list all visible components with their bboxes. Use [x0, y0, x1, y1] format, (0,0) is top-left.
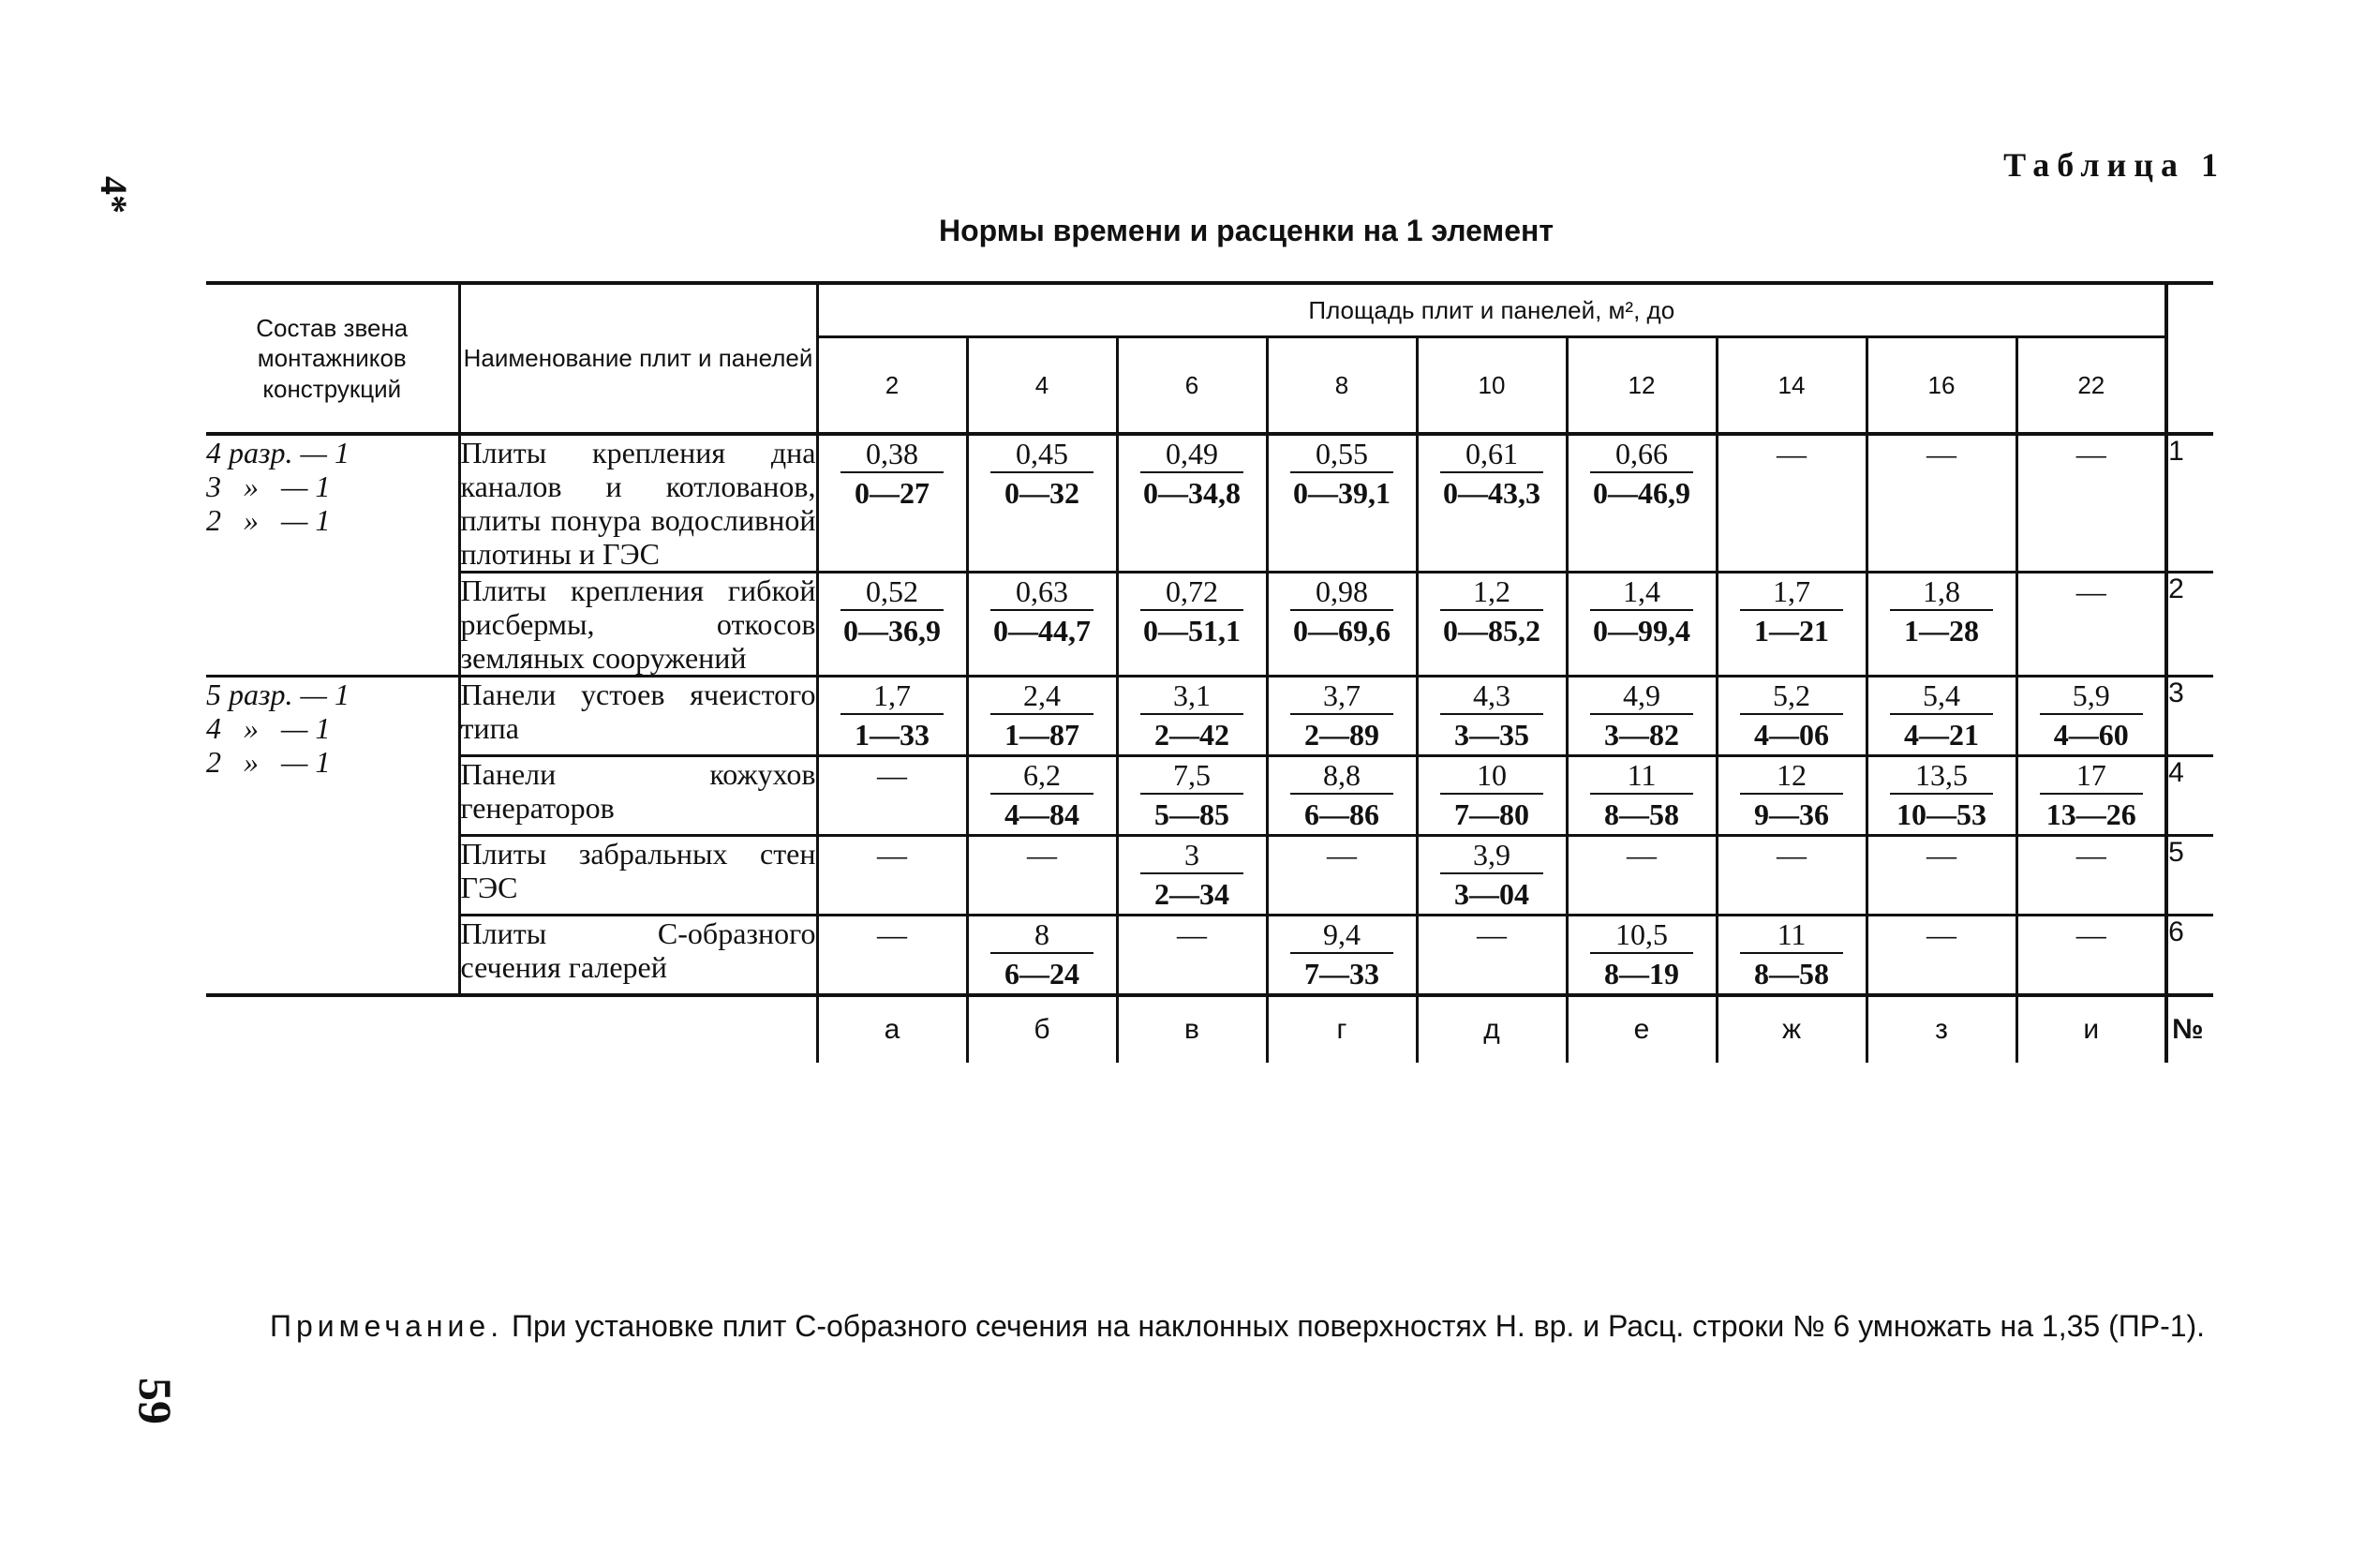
time-norm: 7,5 — [1140, 757, 1243, 795]
dash-mark: — — [1027, 838, 1057, 871]
crew-composition — [206, 677, 459, 996]
value-cell — [1867, 836, 2016, 916]
value-cell — [1567, 434, 1717, 573]
time-norm: 5,2 — [1740, 678, 1843, 715]
header-area: Площадь плит и панелей, м², до — [817, 283, 2166, 337]
rate-price: 4—84 — [1004, 797, 1079, 831]
element-name: Панели кожухов генераторов — [459, 756, 817, 836]
value-cell — [1717, 836, 1867, 916]
element-name: Плиты забральных стен ГЭС — [459, 836, 817, 916]
value-cell — [1267, 434, 1417, 573]
time-norm: 1,7 — [1740, 573, 1843, 611]
dash-mark: — — [2075, 917, 2106, 951]
rate-price: 8—19 — [1604, 957, 1679, 990]
dash-mark: — — [1627, 838, 1657, 871]
norm-fraction — [1890, 757, 1993, 834]
norm-fraction — [1740, 678, 1843, 754]
crew-line: 4 разр. — 1 — [206, 436, 350, 469]
value-cell — [1117, 916, 1267, 996]
time-norm: 4,9 — [1590, 678, 1693, 715]
norm-fraction — [1140, 837, 1243, 914]
norm-fraction — [840, 573, 944, 650]
rate-price: 8—58 — [1604, 797, 1679, 831]
value-cell — [1717, 677, 1867, 756]
time-norm: 4,3 — [1440, 678, 1543, 715]
area-column-header: 22 — [2016, 337, 2166, 435]
value-cell — [817, 573, 967, 677]
value-cell — [1267, 573, 1417, 677]
value-cell — [1867, 756, 2016, 836]
table-note — [206, 1307, 2225, 1345]
value-cell — [2016, 573, 2166, 677]
norm-fraction — [1590, 757, 1693, 834]
time-norm: 8 — [990, 916, 1093, 954]
time-norm: 1,8 — [1890, 573, 1993, 611]
rate-price: 1—28 — [1904, 614, 1979, 648]
crew-line: 2 » — 1 — [206, 503, 331, 537]
value-cell — [1117, 677, 1267, 756]
time-norm: 3,7 — [1290, 678, 1393, 715]
time-norm: 17 — [2040, 757, 2143, 795]
norms-table — [206, 281, 2213, 1063]
rate-price: 10—53 — [1897, 797, 1986, 831]
value-cell — [2016, 677, 2166, 756]
time-norm: 3,9 — [1440, 837, 1543, 874]
value-cell — [1567, 916, 1717, 996]
norm-fraction — [1590, 678, 1693, 754]
column-letter: з — [1867, 995, 2016, 1063]
value-cell — [2016, 836, 2166, 916]
value-cell — [967, 836, 1117, 916]
norm-fraction — [1890, 573, 1993, 650]
crew-composition — [206, 434, 459, 677]
value-cell — [1117, 756, 1267, 836]
norm-fraction — [1590, 436, 1693, 513]
crew-line: 4 » — 1 — [206, 711, 331, 745]
time-norm: 0,63 — [990, 573, 1093, 611]
value-cell — [967, 677, 1117, 756]
value-cell — [1417, 677, 1567, 756]
rate-price: 0—32 — [1004, 476, 1079, 510]
rate-price: 3—04 — [1454, 877, 1529, 911]
crew-line: 2 » — 1 — [206, 745, 331, 779]
element-name: Панели устоев ячеистого типа — [459, 677, 817, 756]
time-norm: 11 — [1740, 916, 1843, 954]
note-text: При установке плит С-образного сечения на наклонных поверхностях Н. вр. и Расц. строки № 6 умножать на 1,35 (ПР-1). — [512, 1309, 2206, 1343]
time-norm: 9,4 — [1290, 916, 1393, 954]
rate-price: 0—44,7 — [993, 614, 1091, 648]
area-column-header: 12 — [1567, 337, 1717, 435]
column-letter: в — [1117, 995, 1267, 1063]
dash-mark: — — [2075, 437, 2106, 470]
norm-fraction — [1440, 757, 1543, 834]
page-side-marker: 4* — [93, 176, 135, 214]
norm-fraction — [990, 573, 1093, 650]
time-norm: 1,4 — [1590, 573, 1693, 611]
rate-price: 2—89 — [1304, 718, 1379, 752]
value-cell — [967, 573, 1117, 677]
dash-mark: — — [1777, 437, 1807, 470]
time-norm: 6,2 — [990, 757, 1093, 795]
table-title-wrap — [0, 214, 2380, 248]
dash-mark: — — [1477, 917, 1507, 951]
norm-fraction — [1290, 916, 1393, 993]
rate-price: 1—33 — [855, 718, 930, 752]
norm-fraction — [1590, 916, 1693, 993]
value-cell — [1267, 916, 1417, 996]
dash-mark: — — [1327, 838, 1357, 871]
area-column-header: 6 — [1117, 337, 1267, 435]
value-cell — [1567, 677, 1717, 756]
dash-mark: — — [1777, 838, 1807, 871]
rate-price: 0—39,1 — [1293, 476, 1391, 510]
value-cell — [967, 756, 1117, 836]
time-norm: 0,52 — [840, 573, 944, 611]
element-name: Плиты С-образного сечения галерей — [459, 916, 817, 996]
value-cell — [817, 916, 967, 996]
norm-fraction — [1440, 837, 1543, 914]
value-cell — [1417, 573, 1567, 677]
rate-price: 0—36,9 — [843, 614, 941, 648]
norm-fraction — [1140, 757, 1243, 834]
crew-line: 3 » — 1 — [206, 469, 331, 503]
element-name: Плиты крепления дна каналов и котлованов, плиты понура водосливной плотины и ГЭС — [460, 436, 816, 571]
rate-price: 0—46,9 — [1593, 476, 1690, 510]
norm-fraction — [1440, 436, 1543, 513]
norm-fraction — [1290, 573, 1393, 650]
table-row — [206, 677, 2213, 756]
norm-fraction — [990, 436, 1093, 513]
time-norm: 8,8 — [1290, 757, 1393, 795]
rate-price: 0—85,2 — [1443, 614, 1540, 648]
norm-fraction — [1440, 678, 1543, 754]
column-letter: и — [2016, 995, 2166, 1063]
dash-mark: — — [2075, 574, 2106, 608]
time-norm: 0,66 — [1590, 436, 1693, 473]
time-norm: 0,38 — [840, 436, 944, 473]
header-rowno — [2166, 283, 2213, 434]
area-column-header: 10 — [1417, 337, 1567, 435]
norm-fraction — [1740, 573, 1843, 650]
value-cell — [967, 434, 1117, 573]
rate-price: 6—86 — [1304, 797, 1379, 831]
time-norm: 5,4 — [1890, 678, 1993, 715]
time-norm: 10 — [1440, 757, 1543, 795]
dash-mark: — — [1926, 917, 1956, 951]
value-cell — [1867, 677, 2016, 756]
crew-line: 5 разр. — 1 — [206, 678, 350, 711]
value-cell — [817, 434, 967, 573]
time-norm: 3 — [1140, 837, 1243, 874]
dash-mark: — — [877, 758, 907, 792]
rate-price: 7—33 — [1304, 957, 1379, 990]
dash-mark: — — [2075, 838, 2106, 871]
value-cell — [1567, 836, 1717, 916]
rate-price: 0—69,6 — [1293, 614, 1391, 648]
rate-price: 7—80 — [1454, 797, 1529, 831]
time-norm: 11 — [1590, 757, 1693, 795]
table-caption: Таблица 1 — [2003, 146, 2225, 184]
row-number: 5 — [2166, 836, 2213, 916]
value-cell — [1717, 756, 1867, 836]
value-cell — [1867, 434, 2016, 573]
value-cell — [1117, 573, 1267, 677]
norm-fraction — [990, 916, 1093, 993]
value-cell — [1567, 573, 1717, 677]
row-number: 1 — [2166, 434, 2213, 573]
value-cell — [1267, 677, 1417, 756]
norm-fraction — [1740, 757, 1843, 834]
rate-price: 0—34,8 — [1143, 476, 1241, 510]
rate-price: 3—82 — [1604, 718, 1679, 752]
column-letter: а — [817, 995, 967, 1063]
time-norm: 1,2 — [1440, 573, 1543, 611]
area-column-header: 16 — [1867, 337, 2016, 435]
dash-mark: — — [877, 917, 907, 951]
page-number: 59 — [129, 1378, 182, 1424]
norm-fraction — [1140, 573, 1243, 650]
value-cell — [1567, 756, 1717, 836]
rate-price: 9—36 — [1754, 797, 1829, 831]
value-cell — [1867, 916, 2016, 996]
norm-fraction — [2040, 757, 2143, 834]
value-cell — [1417, 836, 1567, 916]
column-letter: ж — [1717, 995, 1867, 1063]
rate-price: 2—34 — [1154, 877, 1229, 911]
value-cell — [1717, 916, 1867, 996]
time-norm: 12 — [1740, 757, 1843, 795]
column-letter: б — [967, 995, 1117, 1063]
column-number-sign: № — [2166, 995, 2213, 1063]
value-cell — [817, 756, 967, 836]
row-number: 3 — [2166, 677, 2213, 756]
area-column-header: 2 — [817, 337, 967, 435]
time-norm: 0,45 — [990, 436, 1093, 473]
dash-mark: — — [1926, 838, 1956, 871]
time-norm: 3,1 — [1140, 678, 1243, 715]
norm-fraction — [1140, 678, 1243, 754]
time-norm: 0,98 — [1290, 573, 1393, 611]
dash-mark: — — [1177, 917, 1207, 951]
norm-fraction — [840, 436, 944, 513]
table-row — [206, 916, 2213, 996]
norm-fraction — [1440, 573, 1543, 650]
rate-price: 4—60 — [2053, 718, 2129, 752]
rate-price: 0—51,1 — [1143, 614, 1241, 648]
table-row — [206, 756, 2213, 836]
rate-price: 4—21 — [1904, 718, 1979, 752]
norm-fraction — [1740, 916, 1843, 993]
column-letter: е — [1567, 995, 1717, 1063]
rate-price: 1—87 — [1004, 718, 1079, 752]
time-norm: 0,49 — [1140, 436, 1243, 473]
rate-price: 4—06 — [1754, 718, 1829, 752]
area-column-header: 8 — [1267, 337, 1417, 435]
time-norm: 0,61 — [1440, 436, 1543, 473]
area-column-header: 4 — [967, 337, 1117, 435]
value-cell — [1417, 916, 1567, 996]
rate-price: 6—24 — [1004, 957, 1079, 990]
header-name: Наименование плит и панелей — [459, 283, 817, 434]
value-cell — [1417, 434, 1567, 573]
rate-price: 2—42 — [1154, 718, 1229, 752]
column-letter: д — [1417, 995, 1567, 1063]
value-cell — [2016, 434, 2166, 573]
dash-mark: — — [877, 838, 907, 871]
value-cell — [1267, 756, 1417, 836]
row-number: 2 — [2166, 573, 2213, 677]
table-row — [206, 573, 2213, 677]
norm-fraction — [1290, 678, 1393, 754]
value-cell — [1117, 836, 1267, 916]
norm-fraction — [1290, 757, 1393, 834]
column-letter: г — [1267, 995, 1417, 1063]
time-norm: 13,5 — [1890, 757, 1993, 795]
rate-price: 0—43,3 — [1443, 476, 1540, 510]
header-crew: Состав звена монтажников конструкций — [206, 283, 459, 434]
value-cell — [1867, 573, 2016, 677]
time-norm: 2,4 — [990, 678, 1093, 715]
value-cell — [1267, 836, 1417, 916]
table-row — [206, 836, 2213, 916]
rate-price: 5—85 — [1154, 797, 1229, 831]
row-number: 6 — [2166, 916, 2213, 996]
element-name: Плиты крепления гибкой рисбермы, откосов земляных сооружений — [460, 573, 816, 675]
time-norm: 1,7 — [840, 678, 944, 715]
time-norm: 0,72 — [1140, 573, 1243, 611]
norm-fraction — [990, 757, 1093, 834]
norm-fraction — [1590, 573, 1693, 650]
rate-price: 0—27 — [855, 476, 930, 510]
norm-fraction — [1890, 678, 1993, 754]
norm-fraction — [840, 678, 944, 754]
norm-fraction — [1290, 436, 1393, 513]
table-title: Нормы времени и расценки на 1 элемент — [938, 214, 1554, 247]
value-cell — [1117, 434, 1267, 573]
value-cell — [1717, 573, 1867, 677]
rate-price: 3—35 — [1454, 718, 1529, 752]
rate-price: 1—21 — [1754, 614, 1829, 648]
dash-mark: — — [1926, 437, 1956, 470]
time-norm: 0,55 — [1290, 436, 1393, 473]
value-cell — [817, 677, 967, 756]
value-cell — [2016, 916, 2166, 996]
area-column-header: 14 — [1717, 337, 1867, 435]
time-norm: 10,5 — [1590, 916, 1693, 954]
table-row — [206, 434, 2213, 573]
norm-fraction — [2040, 678, 2143, 754]
note-lead: Примечание. — [270, 1309, 504, 1343]
rate-price: 8—58 — [1754, 957, 1829, 990]
rate-price: 13—26 — [2045, 797, 2136, 831]
value-cell — [1717, 434, 1867, 573]
norm-fraction — [1140, 436, 1243, 513]
value-cell — [817, 836, 967, 916]
norm-fraction — [990, 678, 1093, 754]
time-norm: 5,9 — [2040, 678, 2143, 715]
value-cell — [2016, 756, 2166, 836]
value-cell — [967, 916, 1117, 996]
row-number: 4 — [2166, 756, 2213, 836]
value-cell — [1417, 756, 1567, 836]
rate-price: 0—99,4 — [1593, 614, 1690, 648]
letters-spacer — [206, 995, 817, 1063]
